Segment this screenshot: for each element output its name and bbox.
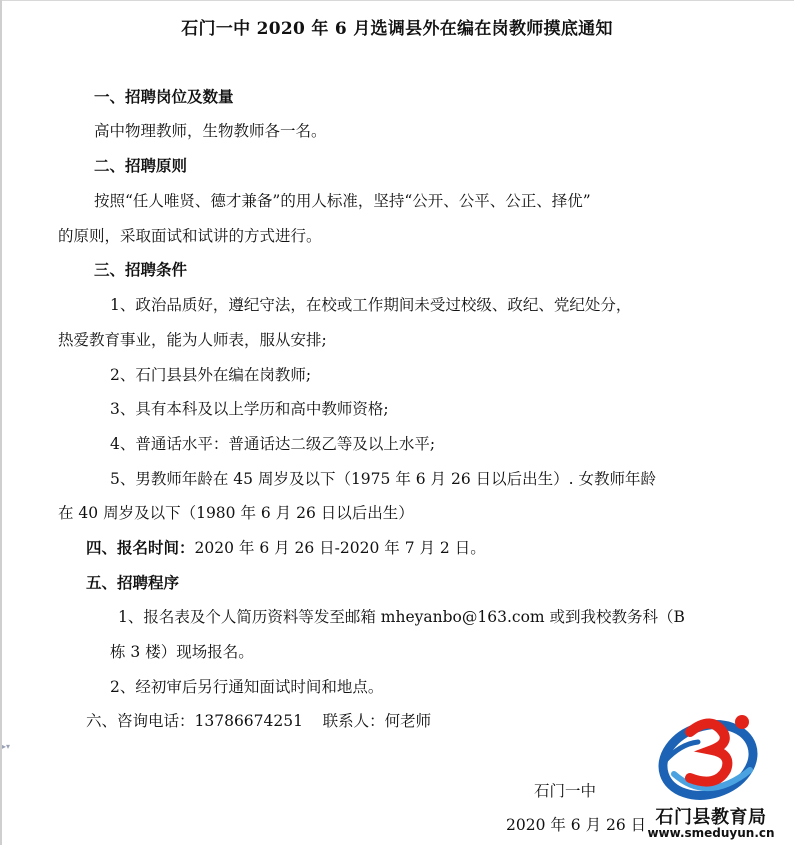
frame-top-border	[0, 0, 794, 1]
section-5-item2: 2、经初审后另行通知面试时间和地点。	[110, 678, 384, 696]
section-4-line	[86, 537, 486, 559]
section-2-text-line1: 按照“任人唯贤、德才兼备”的用人标准，坚持“公开、公平、公正、择优”	[94, 192, 591, 210]
section-2-heading: 二、招聘原则	[94, 156, 188, 175]
section-1-text: 高中物理教师，生物教师各一名。	[94, 122, 327, 140]
education-bureau-logo-icon	[650, 704, 770, 804]
section-3-heading: 三、招聘条件	[94, 260, 188, 279]
section-3-item5-line2: 在 40 周岁及以下（1980 年 6 月 26 日以后出生）	[58, 504, 414, 522]
watermark-url: www.smeduyun.cn	[647, 826, 775, 840]
document-title: 石门一中 2020 年 6 月选调县外在编在岗教师摸底通知	[181, 19, 613, 39]
section-4-heading: 四、报名时间：	[86, 538, 195, 557]
section-3-item5-line1: 5、男教师年龄在 45 周岁及以下（1975 年 6 月 26 日以后出生）. 女教师年龄	[110, 470, 656, 488]
watermark-name: 石门县教育局	[655, 807, 767, 828]
section-1-heading: 一、招聘岗位及数量	[94, 87, 234, 106]
side-marker-icon: ▸▾	[2, 742, 11, 751]
section-2-text-line2: 的原则，采取面试和试讲的方式进行。	[58, 227, 322, 245]
section-3-item4: 4、普通话水平：普通话达二级乙等及以上水平;	[110, 435, 436, 453]
signature-date: 2020 年 6 月 26 日	[506, 816, 647, 834]
section-3-item2: 2、石门县县外在编在岗教师;	[110, 366, 312, 384]
signature-org: 石门一中	[534, 782, 597, 800]
section-5-heading: 五、招聘程序	[86, 573, 180, 592]
section-4-text: 2020 年 6 月 26 日-2020 年 7 月 2 日。	[194, 539, 486, 557]
section-3-item1-line2: 热爱教育事业，能为人师表，服从安排;	[58, 331, 327, 349]
section-3-item3: 3、具有本科及以上学历和高中教师资格;	[110, 400, 389, 418]
section-5-item1-line2: 栋 3 楼）现场报名。	[110, 643, 254, 661]
section-3-item1-line1: 1、政治品质好，遵纪守法，在校或工作期间未受过校级、政纪、党纪处分，	[110, 296, 632, 314]
section-6-contact: 六、咨询电话：13786674251 联系人：何老师	[86, 712, 432, 730]
frame-left-border	[0, 0, 2, 845]
section-5-item1-line1: 1、报名表及个人简历资料等发至邮箱 mheyanbo@163.com 或到我校教务科（B	[118, 608, 685, 626]
